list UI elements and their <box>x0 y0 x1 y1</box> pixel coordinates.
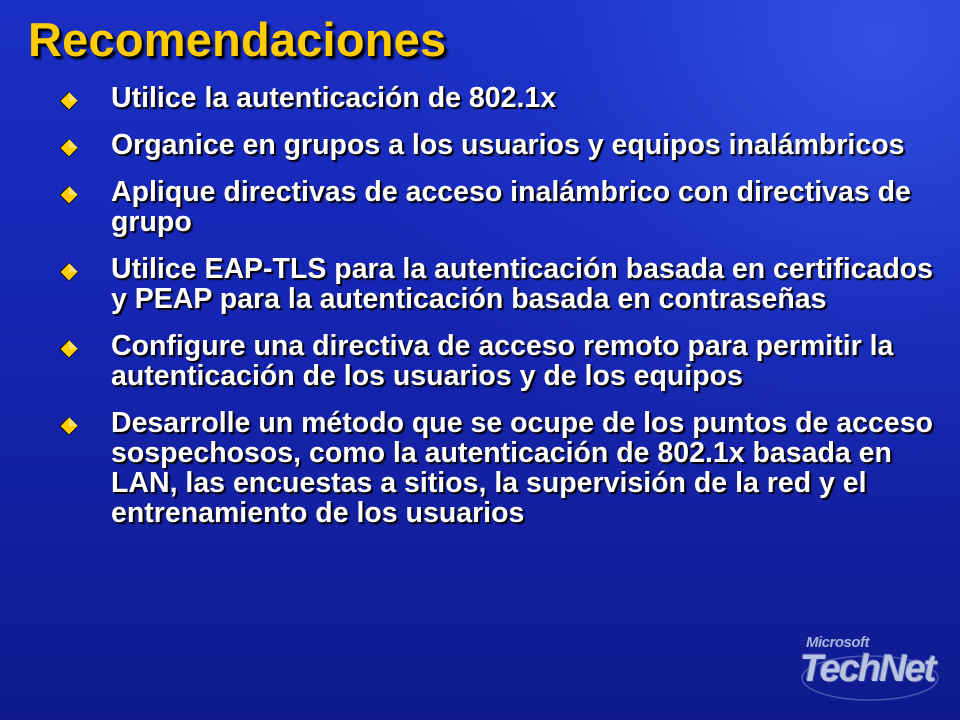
diamond-bullet-icon <box>60 263 78 281</box>
bullet-list <box>60 83 940 545</box>
bullet-text: Desarrolle un método que se ocupe de los puntos de acceso sospechosos, como la autenticación de 802.1x basada en LAN, las encuestas a sitios, la supervisión de la red y el entrenamiento de los usuarios <box>111 407 933 529</box>
bullet-item <box>60 83 940 113</box>
bullet-item <box>60 408 940 528</box>
logo-brand-big: TechNet <box>800 648 935 690</box>
slide-title: Recomendaciones <box>28 13 447 66</box>
bullet-item <box>60 177 940 237</box>
technet-logo <box>800 634 940 702</box>
bullet-text: Configure una directiva de acceso remoto para permitir la autenticación de los usuarios y de los equipos <box>111 330 894 392</box>
diamond-bullet-icon <box>60 340 78 358</box>
diamond-bullet-icon <box>60 92 78 110</box>
bullet-text: Utilice EAP-TLS para la autenticación basada en certificados y PEAP para la autenticación basada en contraseñas <box>111 253 934 315</box>
diamond-bullet-icon <box>60 139 78 157</box>
logo-brand-small: Microsoft <box>806 634 869 651</box>
diamond-bullet-icon <box>60 186 78 204</box>
bullet-text: Organice en grupos a los usuarios y equipos inalámbricos <box>111 129 905 161</box>
bullet-item <box>60 331 940 391</box>
bullet-text: Aplique directivas de acceso inalámbrico con directivas de grupo <box>111 176 911 238</box>
bullet-item <box>60 130 940 160</box>
bullet-item <box>60 254 940 314</box>
bullet-text: Utilice la autenticación de 802.1x <box>111 82 557 114</box>
diamond-bullet-icon <box>60 417 78 435</box>
